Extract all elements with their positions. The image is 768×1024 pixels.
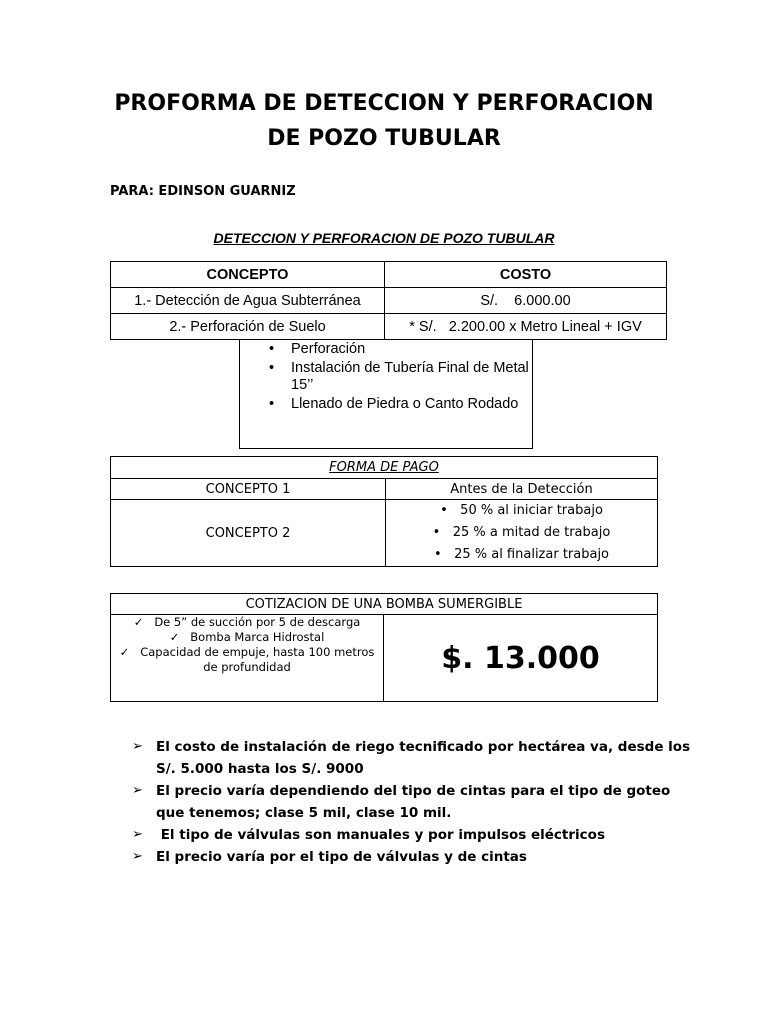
cost-table-header-row	[111, 262, 667, 288]
cost-value-cell: S/. 6.000.00	[385, 288, 667, 314]
list-item	[386, 500, 657, 522]
checkmark-icon: ✓	[119, 645, 130, 659]
arrow-bullet-icon: ➢	[132, 783, 143, 798]
bullet-icon: •	[269, 341, 275, 357]
notes-list	[132, 736, 692, 868]
list-item-text: 50 % al iniciar trabajo	[460, 503, 603, 518]
payment-table-title-row	[111, 457, 658, 479]
pump-features-cell	[111, 615, 384, 702]
included-items-list	[240, 341, 532, 413]
list-item	[111, 615, 383, 630]
note-text: El precio varía dependiendo del tipo de cintas para el tipo de goteo que tenemos; clase 5 mil, clase 10 mil.	[156, 783, 671, 821]
payment-table	[110, 456, 658, 567]
bullet-icon: •	[440, 503, 448, 518]
list-item-text: Instalación de Tubería Final de Metal 15’’	[291, 360, 529, 393]
list-item	[386, 522, 657, 544]
bullet-icon: •	[269, 360, 275, 376]
list-item-text: 25 % al finalizar trabajo	[454, 547, 610, 562]
bullet-icon: •	[269, 396, 275, 412]
pump-table-title-row	[111, 594, 658, 615]
list-item-text: Bomba Marca Hidrostal	[190, 630, 325, 644]
included-items-box	[239, 339, 533, 449]
list-item	[132, 846, 692, 868]
list-item	[111, 645, 383, 675]
bullet-icon: •	[433, 547, 442, 562]
column-header-concepto: CONCEPTO	[111, 262, 385, 288]
list-item-text: 25 % a mitad de trabajo	[452, 525, 611, 540]
list-item	[269, 341, 532, 358]
note-text: El tipo de válvulas son manuales y por impulsos eléctricos	[156, 827, 605, 843]
document-title-line2: DE POZO TUBULAR	[267, 126, 501, 151]
payment-table-title: FORMA DE PAGO	[111, 457, 658, 479]
table-row	[111, 615, 658, 702]
document-title-line1: PROFORMA DE DETECCION Y PERFORACION	[114, 91, 654, 116]
arrow-bullet-icon: ➢	[132, 739, 143, 754]
list-item-text: Perforación	[291, 341, 366, 357]
note-text: El precio varía por el tipo de válvulas y de cintas	[156, 849, 527, 865]
cost-concept-cell: 1.- Detección de Agua Subterránea	[111, 288, 385, 314]
recipient-line: PARA: EDINSON GUARNIZ	[110, 184, 296, 199]
list-item	[269, 360, 532, 394]
arrow-bullet-icon: ➢	[132, 849, 143, 864]
payment-concept-cell: CONCEPTO 1	[111, 479, 386, 500]
pump-price: $. 13.000	[384, 615, 658, 702]
table-row	[111, 288, 667, 314]
cost-table	[110, 261, 667, 340]
cost-concept-cell: 2.- Perforación de Suelo	[111, 314, 385, 340]
payment-condition-cell: Antes de la Detección	[386, 479, 658, 500]
pump-quote-table	[110, 593, 658, 702]
list-item	[132, 780, 692, 824]
checkmark-icon: ✓	[133, 615, 144, 629]
bullet-icon: •	[432, 525, 441, 540]
table-row	[111, 314, 667, 340]
list-item	[111, 630, 383, 645]
table-row	[111, 479, 658, 500]
list-item	[132, 824, 692, 846]
list-item	[386, 544, 657, 566]
list-item-text: Capacidad de empuje, hasta 100 metros de profundidad	[140, 645, 375, 674]
list-item	[269, 396, 532, 413]
arrow-bullet-icon: ➢	[132, 827, 143, 842]
payment-schedule-cell	[386, 500, 658, 567]
payment-schedule-list	[386, 500, 657, 566]
table-row	[111, 500, 658, 567]
list-item	[132, 736, 692, 780]
note-text: El costo de instalación de riego tecnificado por hectárea va, desde los S/. 5.000 hasta los S/. 9000	[156, 739, 691, 777]
list-item-text: Llenado de Piedra o Canto Rodado	[291, 396, 519, 412]
pump-table-title: COTIZACION DE UNA BOMBA SUMERGIBLE	[111, 594, 658, 615]
payment-concept-cell: CONCEPTO 2	[111, 500, 386, 567]
list-item-text: De 5” de succión por 5 de descarga	[154, 615, 361, 629]
column-header-costo: COSTO	[385, 262, 667, 288]
section-heading: DETECCION Y PERFORACION DE POZO TUBULAR	[213, 230, 555, 246]
cost-value-cell: * S/. 2.200.00 x Metro Lineal + IGV	[385, 314, 667, 340]
checkmark-icon: ✓	[169, 630, 180, 644]
pump-features-list	[111, 615, 383, 675]
